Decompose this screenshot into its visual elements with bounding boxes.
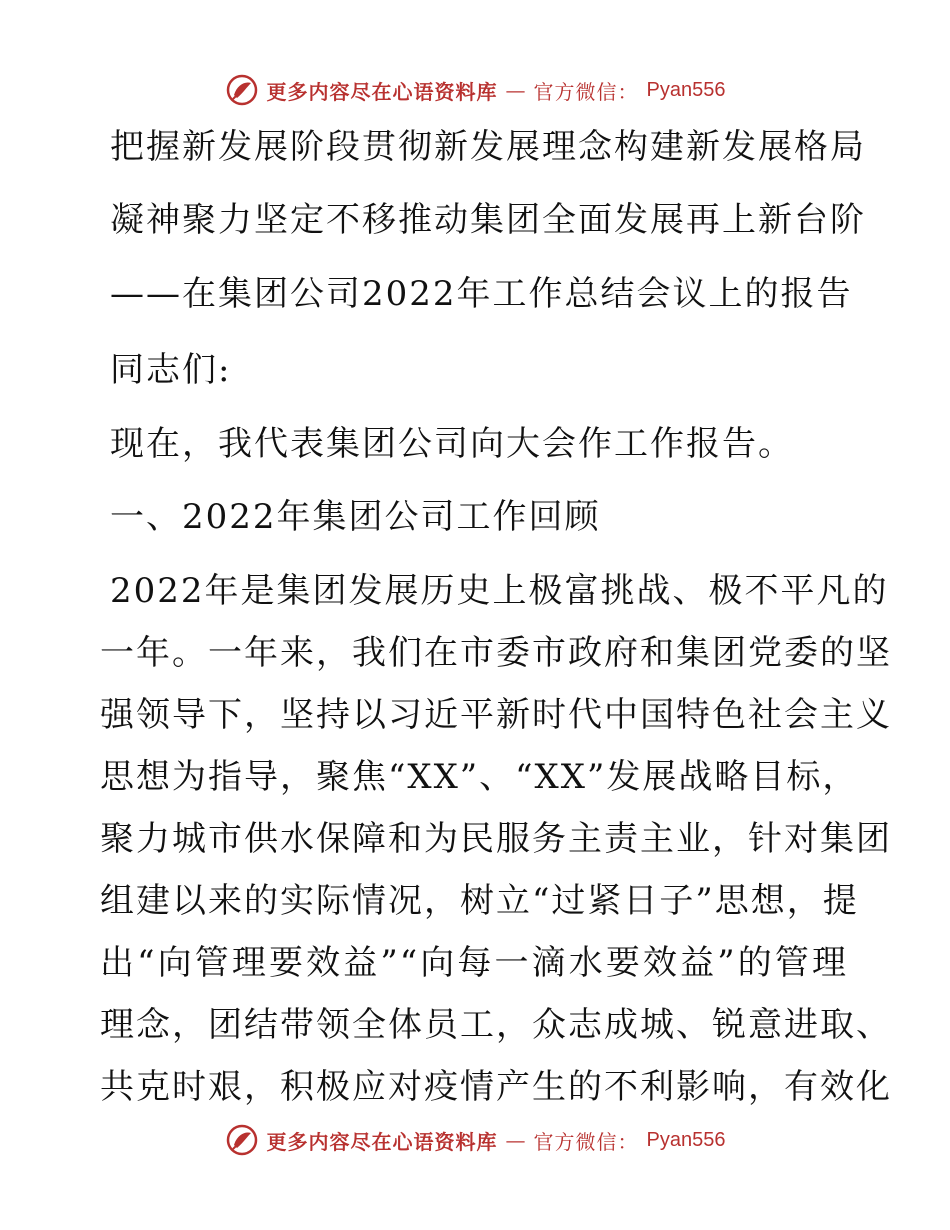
body-line: 聚力城市供水保障和为民服务主责主业，针对集团 xyxy=(100,819,892,859)
body-line: 出“向管理要效益”“向每一滴水要效益”的管理 xyxy=(100,943,848,983)
body-line: 共克时艰，积极应对疫情产生的不利影响，有效化 xyxy=(100,1067,892,1107)
body-line: 2022年是集团发展历史上极富挑战、极不平凡的 xyxy=(110,571,889,611)
section-heading: 一、2022年集团公司工作回顾 xyxy=(110,497,601,537)
header-watermark xyxy=(0,70,950,110)
watermark-text: 更多内容尽在心语资料库 xyxy=(266,79,498,104)
salutation: 同志们: xyxy=(110,350,232,390)
brand-logo-icon xyxy=(225,73,259,107)
body-line: 组建以来的实际情况，树立“过紧日子”思想，提 xyxy=(100,881,859,921)
title-line-2: 凝神聚力坚定不移推动集团全面发展再上新台阶 xyxy=(110,200,866,240)
body-line: 强领导下，坚持以习近平新时代中国特色社会主义 xyxy=(100,695,892,735)
brand-logo-icon xyxy=(225,1123,259,1157)
body-line: 思想为指导，聚焦“XX”、“XX”发展战略目标， xyxy=(100,757,859,797)
watermark-wechat-label: 官方微信： xyxy=(533,1129,639,1154)
intro-paragraph: 现在，我代表集团公司向大会作工作报告。 xyxy=(110,424,794,464)
watermark-separator: — xyxy=(505,1128,526,1152)
title-line-1: 把握新发展阶段贯彻新发展理念构建新发展格局 xyxy=(110,127,866,167)
body-line: 理念，团结带领全体员工，众志成城、锐意进取、 xyxy=(100,1005,892,1045)
body-line: 一年。一年来，我们在市委市政府和集团党委的坚 xyxy=(100,633,892,673)
watermark-wechat-label: 官方微信： xyxy=(533,79,639,104)
watermark-separator: — xyxy=(505,78,526,102)
footer-watermark xyxy=(0,1120,950,1160)
watermark-wechat-id: Pyan556 xyxy=(646,1128,726,1151)
report-subtitle: ——在集团公司2022年工作总结会议上的报告 xyxy=(110,274,853,314)
watermark-text: 更多内容尽在心语资料库 xyxy=(266,1129,498,1154)
watermark-wechat-id: Pyan556 xyxy=(646,78,726,101)
